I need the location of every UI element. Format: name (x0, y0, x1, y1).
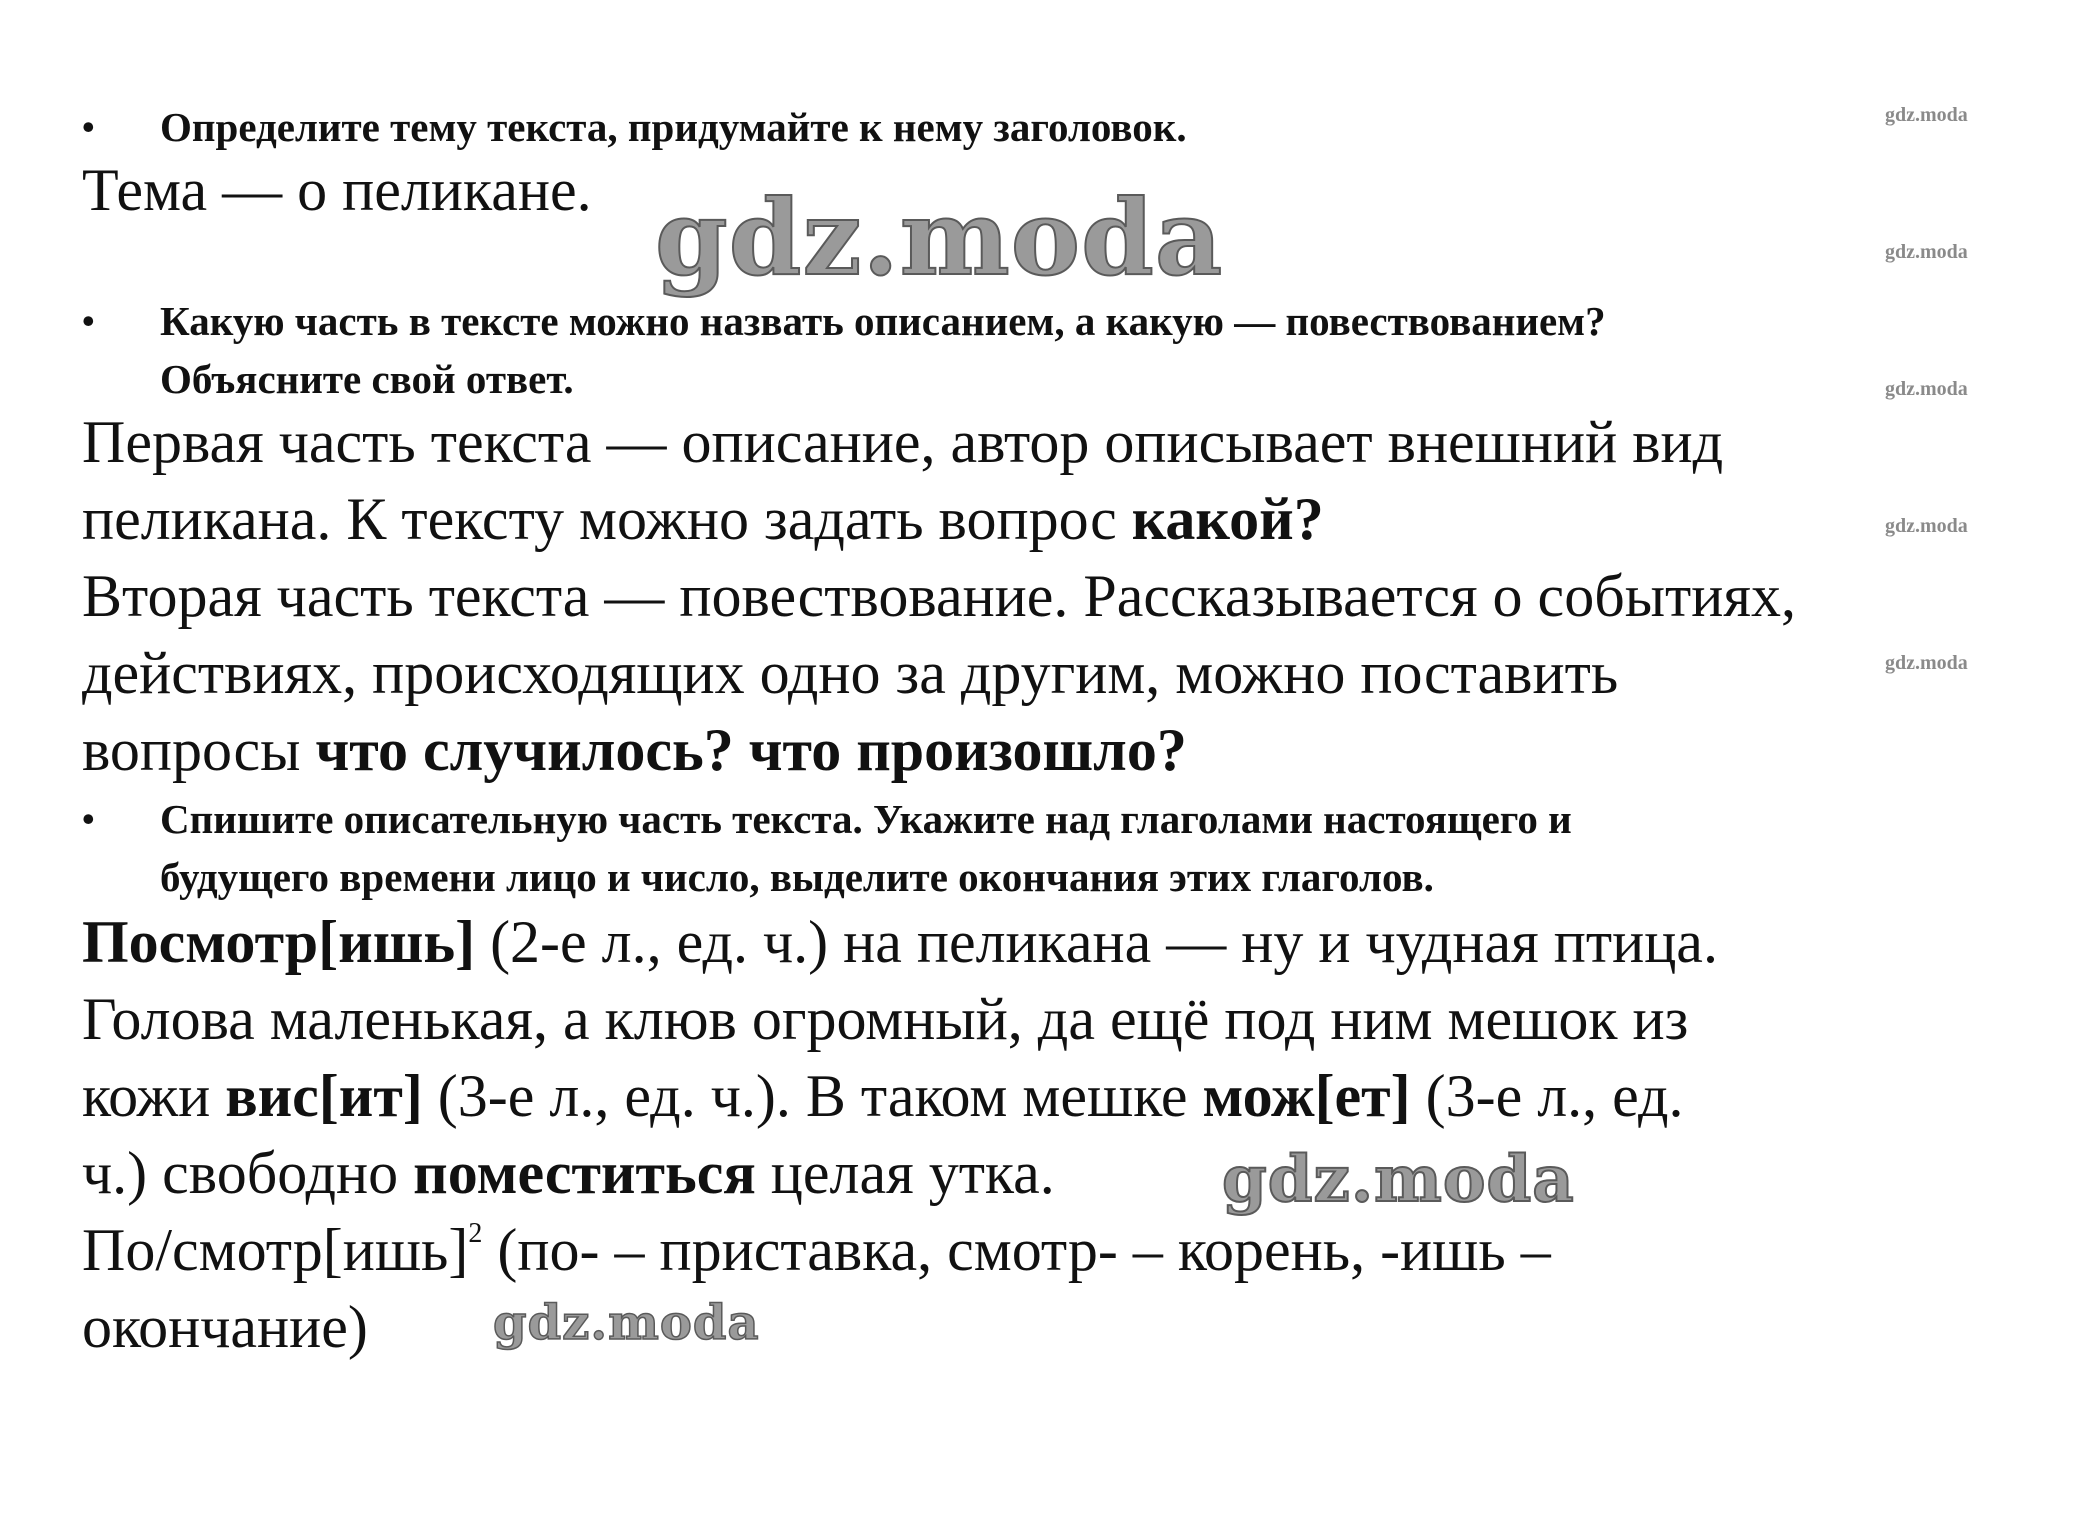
bullet: • (82, 799, 95, 839)
answer-2-line-3: Вторая часть текста — повествование. Рассказывается о событиях, (82, 563, 1796, 629)
answer-3-line-4 (82, 1135, 2022, 1212)
watermark-medium: gdz.moda (493, 1295, 760, 1351)
answer-3-line-3-mid: (3-е л., ед. ч.). В таком мешке (422, 1063, 1203, 1129)
question-3-line-2: будущего времени лицо и число, выделите окончания этих глаголов. (160, 854, 1434, 900)
question-2-line-1: Какую часть в тексте можно назвать описанием, а какую — повествованием? (160, 298, 1606, 344)
bullet: • (82, 301, 95, 341)
verb-visit: вис[ит] (225, 1063, 423, 1129)
watermark-medium: gdz.moda (1222, 1142, 1575, 1217)
answer-3-line-5 (82, 1212, 2022, 1289)
answer-3-line-5-post: (по- – приставка, смотр- – корень, -ишь – (482, 1217, 1551, 1283)
watermark-small: gdz.moda (1885, 104, 1968, 126)
bullet: • (82, 107, 95, 147)
question-2-line-2: Объясните свой ответ. (160, 356, 574, 402)
answer-2-question-word: какой? (1131, 486, 1324, 552)
superscript-2: 2 (468, 1218, 483, 1249)
answer-3-line-3 (82, 1058, 2022, 1135)
answer-2-line-1: Первая часть текста — описание, автор описывает внешний вид (82, 409, 1724, 475)
watermark-small: gdz.moda (1885, 515, 1968, 537)
answer-3-line-6: окончание) (82, 1294, 368, 1360)
verb-mozhet: мож[ет] (1202, 1063, 1411, 1129)
question-3-line-1: Спишите описательную часть текста. Укажите над глаголами настоящего и (160, 796, 1572, 842)
answer-2-line-2 (82, 481, 2022, 558)
watermark-small: gdz.moda (1885, 652, 1968, 674)
answer-3-line-1-text: (2-е л., ед. ч.) на пеликана — ну и чудная птица. (475, 909, 1718, 975)
answer-2-line-4: действиях, происходящих одно за другим, можно поставить (82, 640, 1619, 706)
watermark-small: gdz.moda (1885, 241, 1968, 263)
verb-posmotrish: Посмотр[ишь] (82, 909, 476, 975)
answer-2-questions: что случилось? что произошло? (315, 717, 1187, 783)
answer-3 (82, 904, 2022, 1366)
answer-2-line-5-text: вопросы (82, 717, 316, 783)
question-1-text: Определите тему текста, придумайте к нему заголовок. (160, 104, 1187, 150)
answer-3-line-1 (82, 904, 2022, 981)
answer-3-line-4-post: целая утка. (755, 1140, 1055, 1206)
question-1 (82, 98, 1982, 156)
answer-3-line-3-pre: кожи (82, 1063, 226, 1129)
answer-3-line-2: Голова маленькая, а клюв огромный, да ещё под ним мешок из (82, 986, 1689, 1052)
question-3 (82, 790, 1982, 906)
word-analysis: По/смотр[ишь] (82, 1217, 469, 1283)
answer-3-line-3-post: (3-е л., ед. (1410, 1063, 1684, 1129)
verb-pomestitsya: поместиться (413, 1140, 756, 1206)
answer-2 (82, 404, 2022, 789)
watermark-large: gdz.moda (655, 176, 1224, 299)
answer-3-line-4-pre: ч.) свободно (82, 1140, 414, 1206)
watermark-small: gdz.moda (1885, 378, 1968, 400)
answer-2-line-5 (82, 712, 2022, 789)
answer-2-line-2-text: пеликана. К тексту можно задать вопрос (82, 486, 1132, 552)
question-2 (82, 292, 1982, 408)
answer-1-text: Тема — о пеликане. (82, 157, 592, 223)
